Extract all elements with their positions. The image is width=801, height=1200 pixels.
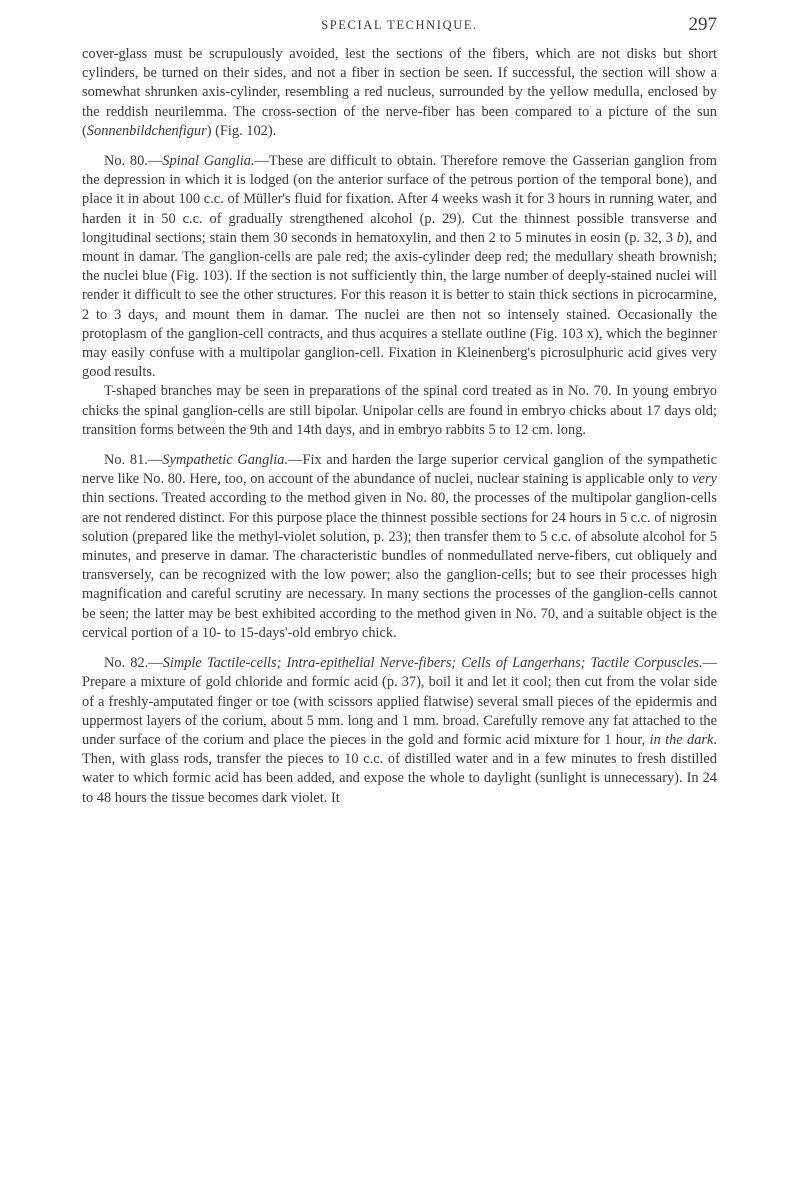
body-text: [82, 45, 717, 808]
paragraph-no-81: [82, 451, 717, 643]
paragraph-no-82: [82, 654, 717, 808]
text-run: No. 81.—: [104, 452, 163, 469]
text-run: ) (Fig. 102).: [206, 122, 277, 139]
section-heading: Simple Tactile-cells; Intra-epithelial Nerve-fibers; Cells of Langerhans; Tactile Corpuscles.: [162, 655, 703, 672]
text-run: . Then, with glass rods, transfer the pieces to 10 c.c. of distilled water and in a few minutes to fresh distilled water to which formic acid has been added, and expose the whole to daylight (sunlight is unnecessary). In 24 to 48 hours the tissue becomes dark violet. It: [82, 731, 717, 806]
text-run: cover-glass must be scrupulously avoided, lest the sections of the fibers, which are not disks but short cylinders, be turned on their sides, and not a fiber in section be seen. If successful, the section will show a somewhat shrunken axis-cylinder, resembling a red nucleus, surrounded by the yellow medulla, enclosed by the reddish neurilemma. The cross-section of the nerve-fiber has been compared to a picture of the sun (: [82, 46, 717, 139]
text-run: No. 82.—: [104, 655, 163, 672]
text-run: thin sections. Treated according to the method given in No. 80, the processes of the multipolar ganglion-cells are not rendered distinct. For this purpose place the thinnest possible sections for 24 hours in 5 c.c. of nigrosin solution (prepared like the methyl-violet solution, p. 23); then transfer them to 5 c.c. of absolute alcohol for 5 minutes, and preserve in damar. The characteristic bundles of nonmedullated nerve-fibers, cut obliquely and transversely, can be recognized with the low power; also the ganglion-cells; but to see their processes high magnification and careful scrutiny are necessary. In many sections the processes of the ganglion-cells cannot be seen; the latter may be best exhibited according to the method given in No. 70, and a suitable object is the cervical portion of a 10- to 15-days'-old embryo chick.: [82, 490, 717, 641]
running-header: [82, 14, 717, 38]
italic-term: in the dark: [649, 731, 714, 748]
section-heading: Sympathetic Ganglia.: [162, 452, 289, 469]
paragraph-no-80: [82, 152, 717, 382]
text-run: —These are difficult to obtain. Therefore remove the Gasserian ganglion from the depression in which it is lodged (on the anterior surface of the petrous portion of the temporal bone), and place it in about 100 c.c. of Müller's fluid for fixation. After 4 weeks wash it for 3 hours in running water, and harden it in 50 c.c. of gradually strengthened alcohol (p. 29). Cut the thinnest possible transverse and longitudinal sections; stain them 30 seconds in hematoxylin, and then 2 to 5 minutes in eosin (p. 32, 3: [82, 153, 717, 246]
italic-term: Sonnenbildchenfigur: [86, 122, 207, 139]
text-run: ), and mount in damar. The ganglion-cells are pale red; the axis-cylinder deep red; the medullary sheath brownish; the nuclei blue (Fig. 103). If the section is not sufficiently thin, the large number of deeply-stained nuclei will render it difficult to see the other structures. For this reason it is better to stain thick sections in picrocarmine, 2 to 3 days, and mount them in damar. The nuclei are then not so intensely stained. Occasionally the protoplasm of the ganglion-cell contracts, and thus acquires a stellate outline (Fig. 103 x), which the beginner may easily confuse with a multipolar ganglion-cell. Fixation in Kleinenberg's picrosulphuric acid gives very good results.: [82, 229, 718, 381]
page-number: 297: [688, 14, 717, 35]
paragraph-continuation: [82, 45, 717, 141]
text-run: No. 80.—: [104, 153, 163, 170]
text-run: —Fix and harden the large superior cervical ganglion of the sympathetic nerve like No. 80. Here, too, on account of the abundance of nuclei, nuclear staining is applicable only to: [82, 452, 717, 488]
italic-term: very: [692, 471, 717, 488]
running-title: SPECIAL TECHNIQUE.: [321, 18, 478, 32]
text-run: T-shaped branches may be seen in preparations of the spinal cord treated as in No. 70. In young embryo chicks the spinal ganglion-cells are still bipolar. Unipolar cells are found in embryo chicks about 17 days old; transition forms between the 9th and 14th days, and in embryo rabbits 5 to 12 cm. long.: [82, 383, 717, 438]
paragraph-t-shaped-branches: [82, 382, 717, 440]
italic-term: b: [676, 229, 684, 246]
text-run: —Prepare a mixture of gold chloride and formic acid (p. 37), boil it and let it cool; then cut from the volar side of a freshly-amputated finger or toe (with scissors applied flatwise) several small pieces of the epidermis and uppermost layers of the corium, about 5 mm. long and 1 mm. broad. Carefully remove any fat attached to the under surface of the corium and place the pieces in the gold and formic acid mixture for 1 hour,: [82, 655, 717, 748]
section-heading: Spinal Ganglia.: [162, 153, 255, 170]
